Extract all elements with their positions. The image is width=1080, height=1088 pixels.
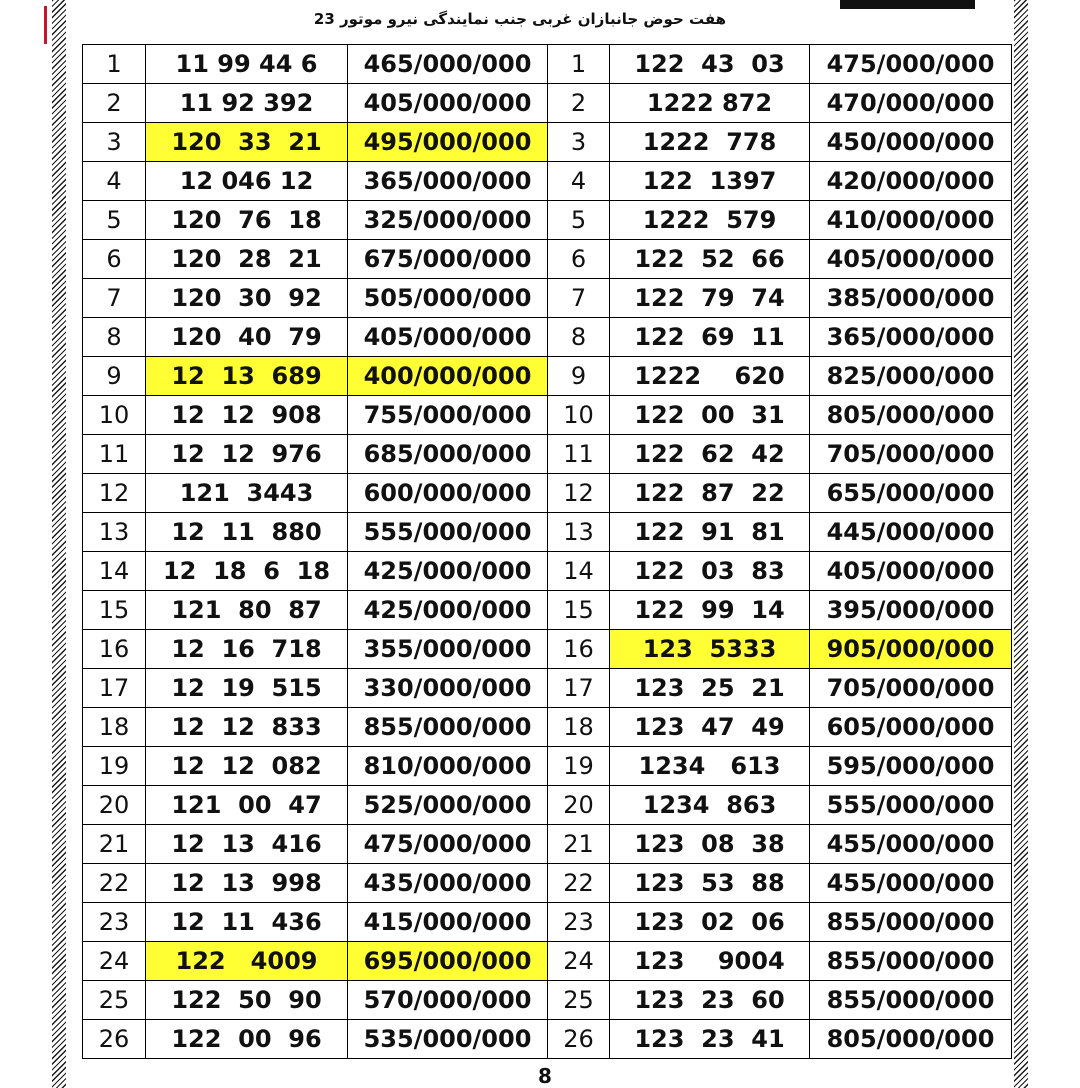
left-phone-number: 12 19 515 (146, 669, 348, 708)
table-row (83, 240, 1012, 279)
left-price: 675/000/000 (348, 240, 548, 279)
table-body (83, 45, 1012, 1059)
left-phone-number: 122 00 96 (146, 1020, 348, 1059)
left-phone-number: 11 99 44 6 (146, 45, 348, 84)
right-price: 420/000/000 (810, 162, 1012, 201)
left-row-index: 24 (83, 942, 146, 981)
right-phone-number: 122 69 11 (610, 318, 810, 357)
right-price: 705/000/000 (810, 435, 1012, 474)
right-price: 405/000/000 (810, 240, 1012, 279)
table-row (83, 552, 1012, 591)
table-row (83, 630, 1012, 669)
right-row-index: 20 (548, 786, 610, 825)
left-phone-number: 11 92 392 (146, 84, 348, 123)
right-price: 825/000/000 (810, 357, 1012, 396)
right-row-index: 10 (548, 396, 610, 435)
right-phone-number: 1222 579 (610, 201, 810, 240)
table-row (83, 747, 1012, 786)
right-row-index: 25 (548, 981, 610, 1020)
left-phone-number: 12 046 12 (146, 162, 348, 201)
left-phone-number: 12 12 908 (146, 396, 348, 435)
right-phone-number: 122 87 22 (610, 474, 810, 513)
table-row (83, 123, 1012, 162)
right-row-index: 2 (548, 84, 610, 123)
right-phone-number: 122 00 31 (610, 396, 810, 435)
right-row-index: 1 (548, 45, 610, 84)
right-row-index: 3 (548, 123, 610, 162)
page-number: 8 (538, 1064, 552, 1088)
right-phone-number: 1222 620 (610, 357, 810, 396)
right-phone-number: 122 99 14 (610, 591, 810, 630)
left-phone-number: 12 11 880 (146, 513, 348, 552)
left-phone-number: 12 13 689 (146, 357, 348, 396)
left-price: 435/000/000 (348, 864, 548, 903)
table-row (83, 45, 1012, 84)
left-phone-number: 120 33 21 (146, 123, 348, 162)
left-row-index: 19 (83, 747, 146, 786)
right-phone-number: 122 91 81 (610, 513, 810, 552)
left-phone-number: 12 13 416 (146, 825, 348, 864)
left-row-index: 9 (83, 357, 146, 396)
left-price: 555/000/000 (348, 513, 548, 552)
left-phone-number: 12 12 976 (146, 435, 348, 474)
right-row-index: 26 (548, 1020, 610, 1059)
left-price: 355/000/000 (348, 630, 548, 669)
right-price: 410/000/000 (810, 201, 1012, 240)
left-price: 465/000/000 (348, 45, 548, 84)
right-row-index: 18 (548, 708, 610, 747)
right-row-index: 24 (548, 942, 610, 981)
left-row-index: 16 (83, 630, 146, 669)
right-row-index: 6 (548, 240, 610, 279)
right-price: 455/000/000 (810, 825, 1012, 864)
left-row-index: 6 (83, 240, 146, 279)
left-phone-number: 12 12 082 (146, 747, 348, 786)
right-price: 365/000/000 (810, 318, 1012, 357)
page-title: هفت حوض جانبازان غربی جنب نمایندگی نیرو موتور 23 (313, 10, 727, 28)
right-phone-number: 123 23 41 (610, 1020, 810, 1059)
right-row-index: 16 (548, 630, 610, 669)
left-phone-number: 120 30 92 (146, 279, 348, 318)
left-row-index: 23 (83, 903, 146, 942)
red-margin-mark (44, 6, 47, 44)
right-phone-number: 123 02 06 (610, 903, 810, 942)
decorative-border-left (52, 0, 66, 1088)
left-phone-number: 121 00 47 (146, 786, 348, 825)
left-price: 425/000/000 (348, 591, 548, 630)
right-phone-number: 122 52 66 (610, 240, 810, 279)
left-phone-number: 121 80 87 (146, 591, 348, 630)
right-phone-number: 122 79 74 (610, 279, 810, 318)
table-row (83, 201, 1012, 240)
table-row (83, 162, 1012, 201)
right-price: 855/000/000 (810, 981, 1012, 1020)
right-row-index: 17 (548, 669, 610, 708)
right-row-index: 14 (548, 552, 610, 591)
table-row (83, 669, 1012, 708)
left-price: 405/000/000 (348, 84, 548, 123)
left-row-index: 22 (83, 864, 146, 903)
left-row-index: 2 (83, 84, 146, 123)
right-phone-number: 123 5333 (610, 630, 810, 669)
table-row (83, 279, 1012, 318)
right-phone-number: 1234 863 (610, 786, 810, 825)
left-price: 755/000/000 (348, 396, 548, 435)
right-row-index: 21 (548, 825, 610, 864)
left-price: 475/000/000 (348, 825, 548, 864)
left-phone-number: 120 28 21 (146, 240, 348, 279)
left-row-index: 20 (83, 786, 146, 825)
right-price: 805/000/000 (810, 396, 1012, 435)
left-price: 505/000/000 (348, 279, 548, 318)
left-price: 330/000/000 (348, 669, 548, 708)
left-price: 400/000/000 (348, 357, 548, 396)
right-row-index: 7 (548, 279, 610, 318)
table-row (83, 318, 1012, 357)
right-price: 855/000/000 (810, 942, 1012, 981)
left-phone-number: 12 13 998 (146, 864, 348, 903)
left-row-index: 7 (83, 279, 146, 318)
table-row (83, 396, 1012, 435)
right-phone-number: 123 47 49 (610, 708, 810, 747)
right-phone-number: 123 08 38 (610, 825, 810, 864)
left-row-index: 15 (83, 591, 146, 630)
left-price: 855/000/000 (348, 708, 548, 747)
left-row-index: 26 (83, 1020, 146, 1059)
right-row-index: 9 (548, 357, 610, 396)
right-phone-number: 1234 613 (610, 747, 810, 786)
left-phone-number: 12 11 436 (146, 903, 348, 942)
left-price: 695/000/000 (348, 942, 548, 981)
left-phone-number: 12 18 6 18 (146, 552, 348, 591)
table-row (83, 474, 1012, 513)
right-price: 595/000/000 (810, 747, 1012, 786)
right-price: 455/000/000 (810, 864, 1012, 903)
left-price: 525/000/000 (348, 786, 548, 825)
right-price: 470/000/000 (810, 84, 1012, 123)
table-row (83, 981, 1012, 1020)
left-row-index: 11 (83, 435, 146, 474)
left-price: 365/000/000 (348, 162, 548, 201)
right-phone-number: 1222 872 (610, 84, 810, 123)
right-row-index: 5 (548, 201, 610, 240)
right-price: 705/000/000 (810, 669, 1012, 708)
right-price: 855/000/000 (810, 903, 1012, 942)
table-row (83, 708, 1012, 747)
right-phone-number: 122 1397 (610, 162, 810, 201)
right-row-index: 23 (548, 903, 610, 942)
right-phone-number: 122 03 83 (610, 552, 810, 591)
left-phone-number: 120 40 79 (146, 318, 348, 357)
right-row-index: 22 (548, 864, 610, 903)
black-header-bar (840, 0, 975, 9)
table-row (83, 903, 1012, 942)
table-row (83, 786, 1012, 825)
left-price: 570/000/000 (348, 981, 548, 1020)
left-phone-number: 122 50 90 (146, 981, 348, 1020)
table-row (83, 825, 1012, 864)
left-price: 685/000/000 (348, 435, 548, 474)
right-row-index: 8 (548, 318, 610, 357)
left-price: 425/000/000 (348, 552, 548, 591)
left-phone-number: 12 16 718 (146, 630, 348, 669)
right-price: 655/000/000 (810, 474, 1012, 513)
right-phone-number: 123 25 21 (610, 669, 810, 708)
left-row-index: 8 (83, 318, 146, 357)
table-row (83, 84, 1012, 123)
right-price: 805/000/000 (810, 1020, 1012, 1059)
decorative-border-right (1014, 0, 1028, 1088)
left-price: 535/000/000 (348, 1020, 548, 1059)
left-row-index: 4 (83, 162, 146, 201)
left-phone-number: 122 4009 (146, 942, 348, 981)
table-row (83, 942, 1012, 981)
left-row-index: 17 (83, 669, 146, 708)
right-price: 475/000/000 (810, 45, 1012, 84)
table-row (83, 591, 1012, 630)
right-row-index: 11 (548, 435, 610, 474)
table-row (83, 1020, 1012, 1059)
right-row-index: 4 (548, 162, 610, 201)
right-phone-number: 122 62 42 (610, 435, 810, 474)
left-price: 325/000/000 (348, 201, 548, 240)
right-price: 450/000/000 (810, 123, 1012, 162)
right-phone-number: 1222 778 (610, 123, 810, 162)
left-price: 810/000/000 (348, 747, 548, 786)
left-row-index: 18 (83, 708, 146, 747)
table-row (83, 435, 1012, 474)
left-row-index: 3 (83, 123, 146, 162)
right-price: 405/000/000 (810, 552, 1012, 591)
right-row-index: 12 (548, 474, 610, 513)
right-phone-number: 123 9004 (610, 942, 810, 981)
table-row (83, 513, 1012, 552)
price-list (82, 44, 1011, 1059)
left-price: 405/000/000 (348, 318, 548, 357)
left-row-index: 12 (83, 474, 146, 513)
left-row-index: 10 (83, 396, 146, 435)
left-row-index: 5 (83, 201, 146, 240)
right-phone-number: 123 23 60 (610, 981, 810, 1020)
table-row (83, 357, 1012, 396)
left-row-index: 21 (83, 825, 146, 864)
right-price: 555/000/000 (810, 786, 1012, 825)
left-price: 415/000/000 (348, 903, 548, 942)
right-row-index: 13 (548, 513, 610, 552)
left-row-index: 1 (83, 45, 146, 84)
table-row (83, 864, 1012, 903)
left-row-index: 25 (83, 981, 146, 1020)
right-price: 905/000/000 (810, 630, 1012, 669)
left-row-index: 14 (83, 552, 146, 591)
right-row-index: 19 (548, 747, 610, 786)
left-price: 600/000/000 (348, 474, 548, 513)
right-price: 385/000/000 (810, 279, 1012, 318)
left-phone-number: 12 12 833 (146, 708, 348, 747)
right-phone-number: 123 53 88 (610, 864, 810, 903)
right-row-index: 15 (548, 591, 610, 630)
left-row-index: 13 (83, 513, 146, 552)
right-price: 445/000/000 (810, 513, 1012, 552)
left-phone-number: 121 3443 (146, 474, 348, 513)
right-price: 605/000/000 (810, 708, 1012, 747)
right-price: 395/000/000 (810, 591, 1012, 630)
right-phone-number: 122 43 03 (610, 45, 810, 84)
left-price: 495/000/000 (348, 123, 548, 162)
phone-number-price-table (82, 44, 1012, 1059)
left-phone-number: 120 76 18 (146, 201, 348, 240)
